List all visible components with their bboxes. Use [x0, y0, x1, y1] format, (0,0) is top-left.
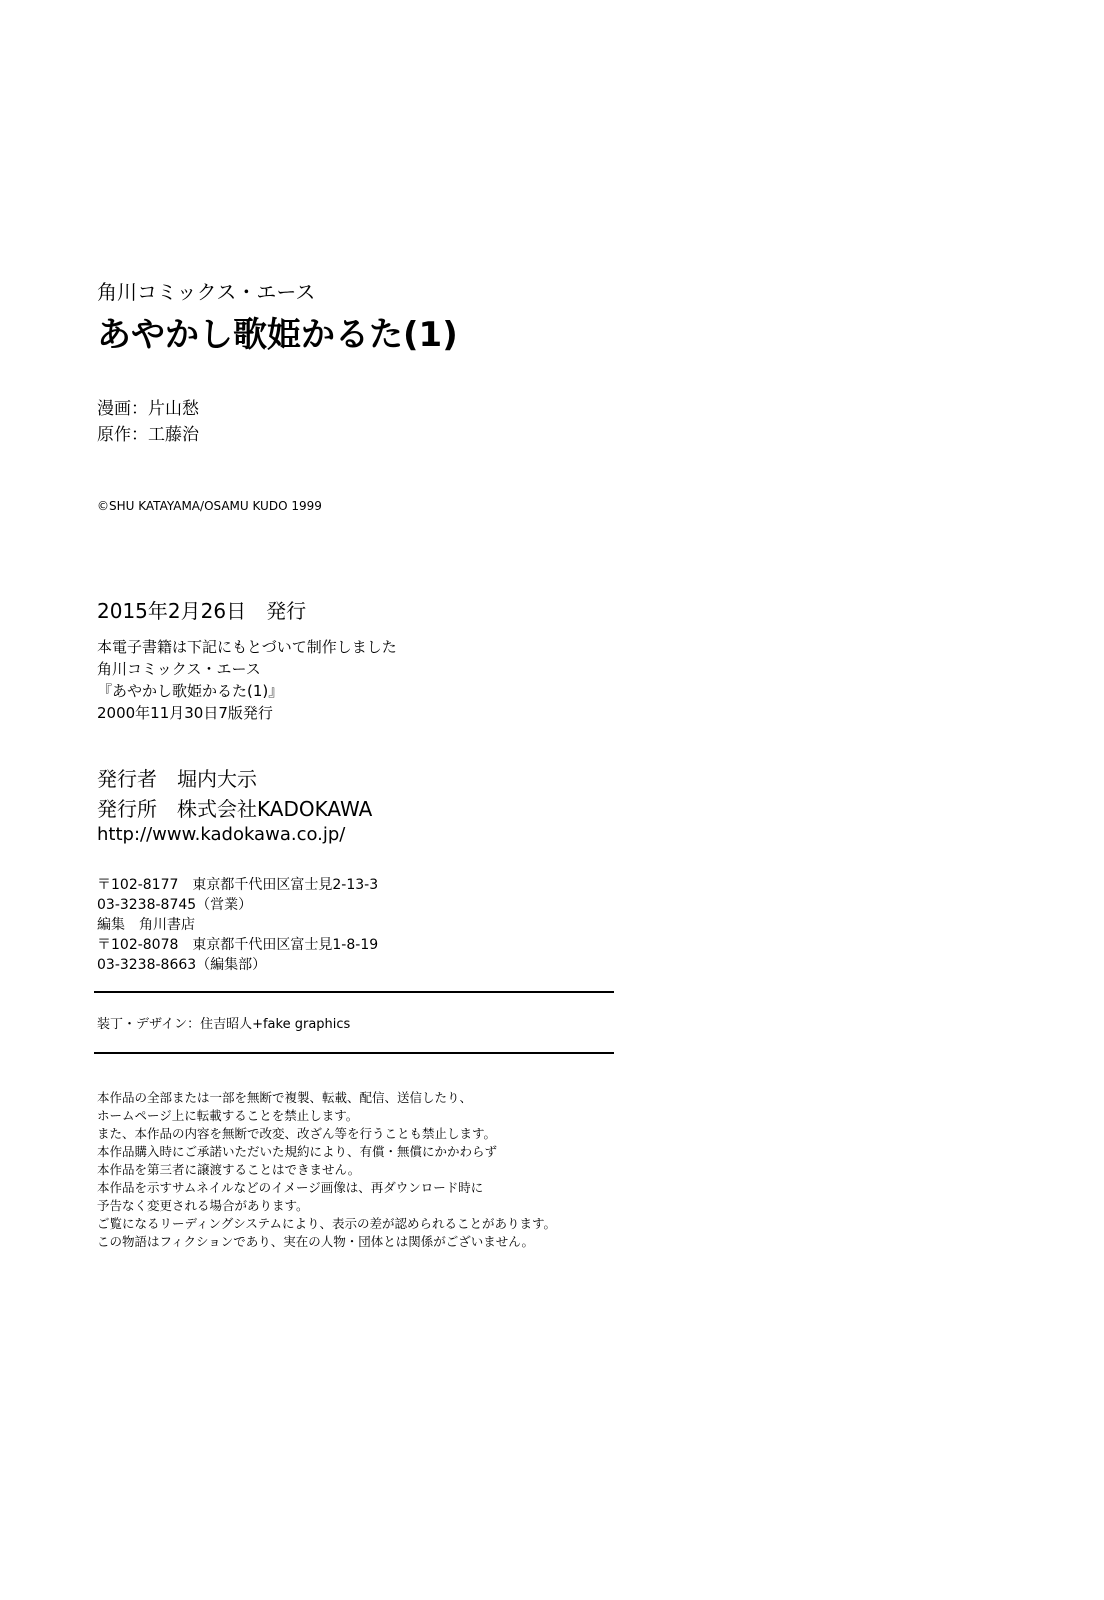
series-label: 角川コミックス・エース	[97, 280, 316, 304]
legal-notice-line: ご覧になるリーディングシステムにより、表示の差が認められることがあります。	[97, 1216, 557, 1231]
copyright-notice: ©SHU KATAYAMA/OSAMU KUDO 1999	[97, 499, 322, 513]
divider-top	[94, 991, 614, 993]
publishing-office-line: 発行所 株式会社KADOKAWA	[97, 797, 373, 821]
publication-date: 2015年2月26日 発行	[97, 599, 307, 623]
legal-notice-line: 本作品購入時にご承諾いただいた規約により、有償・無償にかかわらず	[97, 1144, 498, 1159]
legal-notice-line: 予告なく変更される場合があります。	[97, 1198, 309, 1213]
original-author-credit: 原作：工藤治	[97, 425, 199, 445]
legal-notice-line: この物語はフィクションであり、実在の人物・団体とは関係がございません。	[97, 1234, 535, 1249]
manga-credit: 漫画：片山愁	[97, 399, 199, 419]
legal-notice-line: 本作品を示すサムネイルなどのイメージ画像は、再ダウンロード時に	[97, 1180, 484, 1195]
source-info-line: 2000年11月30日7版発行	[97, 704, 273, 722]
address-line: 編集 角川書店	[97, 917, 195, 933]
address-line: 〒102-8177 東京都千代田区富士見2-13-3	[97, 877, 379, 893]
legal-notice-line: ホームページ上に転載することを禁止します。	[97, 1108, 359, 1123]
legal-notice-line: また、本作品の内容を無断で改変、改ざん等を行うことも禁止します。	[97, 1126, 497, 1141]
source-info-line: 角川コミックス・エース	[97, 660, 261, 678]
book-title: あやかし歌姫かるた(1)	[97, 315, 458, 355]
legal-notice-line: 本作品を第三者に譲渡することはできません。	[97, 1162, 361, 1177]
source-info-line: 本電子書籍は下記にもとづいて制作しました	[97, 638, 397, 656]
address-line: 03-3238-8663（編集部）	[97, 957, 267, 973]
publisher-url: http://www.kadokawa.co.jp/	[97, 824, 346, 845]
legal-notice-line: 本作品の全部または一部を無断で複製、転載、配信、送信したり、	[97, 1090, 473, 1105]
address-line: 〒102-8078 東京都千代田区富士見1-8-19	[97, 937, 379, 953]
design-credit: 装丁・デザイン：住吉昭人+fake graphics	[97, 1017, 351, 1032]
source-info-line: 『あやかし歌姫かるた(1)』	[97, 682, 284, 700]
divider-bottom	[94, 1052, 614, 1054]
address-line: 03-3238-8745（営業）	[97, 897, 253, 913]
issuer-line: 発行者 堀内大示	[97, 767, 257, 791]
